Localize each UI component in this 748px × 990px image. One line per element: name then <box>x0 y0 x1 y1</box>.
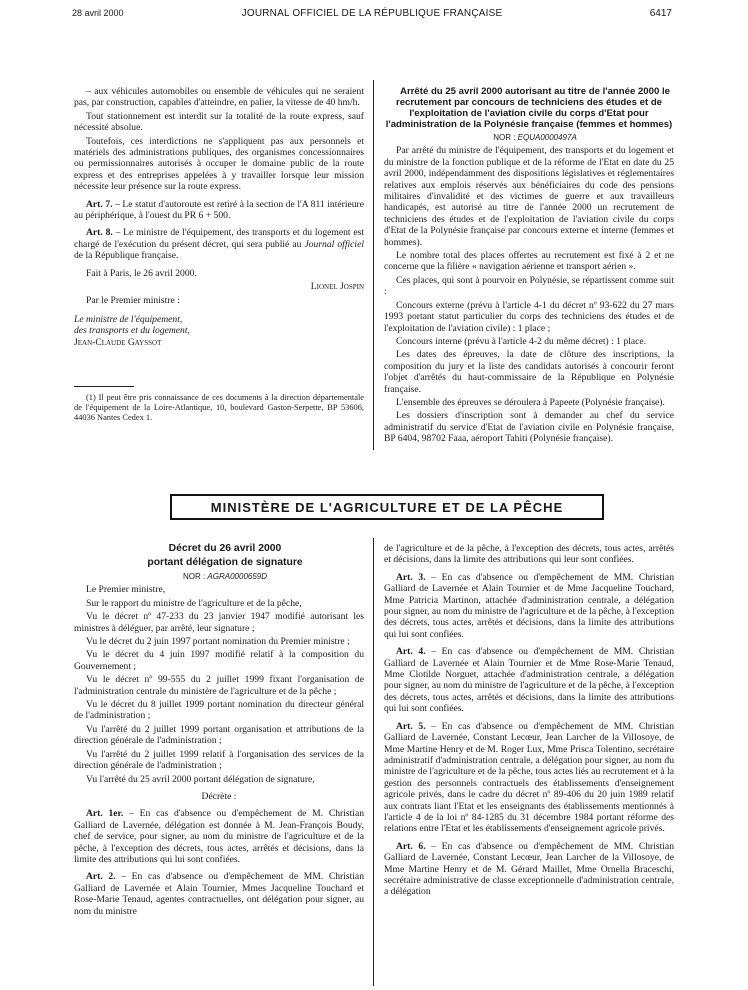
paragraph: Vu le décret nº 99-555 du 2 juillet 1999 fixant l'organisation de l'administration centrale du ministère de l'agriculture et de la pêche ; <box>74 674 364 697</box>
paragraph: Sur le rapport du ministre de l'agriculture et de la pêche, <box>86 597 302 609</box>
minister-title: des transports et du logement, <box>74 325 190 337</box>
nor-code: EQUA0000497A <box>517 133 577 142</box>
header-journal-title: JOURNAL OFFICIEL DE LA RÉPUBLIQUE FRANÇAISE <box>241 8 503 19</box>
article-label: Art. 2. <box>86 871 116 883</box>
article-text: – Le ministre de l'équipement, des transports et du logement est chargé de l'exécution du présent décret, qui sera publié au <box>74 227 365 250</box>
decrete: Décrète : <box>201 790 237 802</box>
paragraph: Concours interne (prévu à l'article 4-2 du même décret) : 1 place. <box>396 335 646 347</box>
nor-reference <box>384 132 674 143</box>
paragraph: Tout stationnement est interdit sur la totalité de la route express, sauf nécessité absolue. <box>74 110 364 134</box>
paragraph: Vu le décret du 2 juin 1997 portant nomination du Premier ministre ; <box>86 636 350 648</box>
paragraph: Ces places, qui sont à pourvoir en Polynésie, se répartissent comme suit : <box>384 274 674 298</box>
minister-signature <box>74 314 364 348</box>
article-4 <box>384 646 674 714</box>
article-label: Art. 5. <box>396 720 426 732</box>
article-label: Art. 7. <box>86 198 113 210</box>
article-label: Art. 6. <box>396 840 426 852</box>
column-top-right <box>384 86 674 447</box>
decree-subtitle: portant délégation de signature <box>147 557 303 568</box>
paragraph: – aux véhicules automobiles ou ensemble de véhicules qui ne seraient pas, par construction, capables d'atteindre, en palier, la vitesse de 40 hm/h. <box>74 86 364 109</box>
article-label: Art. 4. <box>396 646 426 658</box>
article-2 <box>74 871 364 917</box>
done-at: Fait à Paris, le 26 avril 2000. <box>86 267 197 279</box>
paragraph: Vu le décret du 4 juin 1997 modifié relatif à la composition du Gouvernement ; <box>74 649 364 672</box>
article-text: – En cas d'absence ou d'empêchement de MM. Christian Galliard de Lavernée et Alain Tournier et de Mme Jacqueline Touchard, Mme Patricia Martinon, attachée d'administration centrale, a délégation pour signer, au nom du ministre de l'agriculture et de la pêche, à l'exception des décrets, tous actes, arrêtés et décisions, dans la limite des attributions qui lui sont confiées. <box>384 571 674 640</box>
article-7 <box>74 199 364 222</box>
article-text: – En cas d'absence ou d'empêchement de MM. Christian Galliard de Lavernée et Alain Tournier, Mmes Jacqueline Touchard et Rose-Marie Tenaud, agentes contractuelles, ont délégation pour signer, au nom du ministre <box>74 871 364 917</box>
paragraph: Vu le décret du 8 juillet 1999 portant nomination du directeur général de l'administration ; <box>74 699 364 722</box>
nor-label: NOR : <box>493 133 518 142</box>
paragraph: Les dossiers d'inscription sont à demander au chef du service administratif du service d'Etat de l'aviation civile en Polynésie française, BP 6404, 98702 Faaa, aéroport Tahiti (Polynésie française). <box>384 410 674 445</box>
minister-name: Jean-Claude Gayssot <box>74 336 162 348</box>
nor-reference <box>74 571 364 582</box>
paragraph: Les dates des épreuves, la date de clôture des inscriptions, la composition du jury et la liste des candidats autorisés à concourir feront l'objet d'arrêtés du haut-commissaire de la République en Polynésie française. <box>384 349 674 395</box>
paragraph: Vu l'arrêté du 25 avril 2000 portant délégation de signature, <box>86 773 315 785</box>
article-text: – Le statut d'autoroute est retiré à la section de l'A 811 intérieure au périphérique, à l'ouest du PR 6 + 500. <box>74 198 364 222</box>
ministry-banner: MINISTÈRE DE L'AGRICULTURE ET DE LA PÊCHE <box>170 494 604 520</box>
footnote-rule <box>74 386 134 387</box>
article-1 <box>74 808 364 865</box>
header-page-number: 6417 <box>649 8 672 19</box>
article-3 <box>384 572 674 640</box>
paragraph: Vu l'arrêté du 2 juillet 1999 relatif à l'organisation des services de la direction générale de l'administration ; <box>74 748 364 772</box>
article-text: de la République française. <box>74 250 179 262</box>
nor-label: NOR : <box>182 572 208 581</box>
column-bottom-left <box>74 543 364 919</box>
article-label: Art. 8. <box>86 227 113 239</box>
paragraph: Le nombre total des places offertes au recrutement est fixé à 2 et ne concerne que la filière « navigation aérienne et transport aérien ». <box>384 250 674 273</box>
journal-reference: Journal officiel <box>304 238 365 250</box>
article-5 <box>384 721 674 835</box>
column-top-left <box>74 86 364 425</box>
column-divider-bottom <box>373 538 374 986</box>
article-label: Art. 1er. <box>86 808 124 820</box>
paragraph: L'ensemble des épreuves se déroulera à Papeete (Polynésie française). <box>396 396 665 408</box>
article-text: – En cas d'absence ou d'empêchement de MM. Christian Galliard de Lavernée et Alain Tournier et de Mme Rose-Marie Tenaud, Mme Clotilde Norguet, attachée d'administration centrale, a délégation pour signer, au nom du ministre de l'agriculture et de la pêche, à l'exception des décrets, tous actes, arrêtés et décisions, dans la limite des attributions qui lui sont confiées. <box>384 646 674 715</box>
paragraph: Vu l'arrêté du 2 juillet 1999 portant organisation et attributions de la direction générale de l'administration ; <box>74 723 364 747</box>
footnote: (1) Il peut être pris connaissance de ces documents à la direction départementale de l'équipement de la Loire-Atlantique, 10, boulevard Gaston-Serpette, BP 53606, 44036 Nantes Cedex 1. <box>74 393 364 423</box>
paragraph: Concours externe (prévu à l'article 4-1 du décret nº 93-622 du 27 mars 1993 portant statut particulier du corps des techniciens des études et de l'exploitation de l'aviation civile) : 1 place ; <box>384 299 674 334</box>
paragraph: Par arrêté du ministre de l'équipement, des transports et du logement et du ministre de la fonction publique et de la réforme de l'Etat en date du 25 avril 2000, indépendamment des dispositions législatives et réglementaires relatives aux emplois réservés aux bénéficiaires du code des pensions militaires d'invalidité et des victimes de guerre et aux travailleurs handicapés, est autorisé au titre de l'année 2000 un recrutement de techniciens des études et de l'exploitation de l'aviation civile du corps d'Etat de la Polynésie française par concours externe et interne (femmes et hommes). <box>384 145 674 248</box>
article-text: – En cas d'absence ou d'empêchement de M. Christian Galliard de Lavernée, délégation est donnée à M. Jean-François Boudy, chef de service, pour signer, au nom du ministre de l'agriculture et de la pêche, à l'exception des décrets, tous actes, arrêtés et décisions, dans la limite des attributions qui lui sont confiées. <box>74 808 364 865</box>
paragraph: Toutefois, ces interdictions ne s'appliquent pas aux personnels et matériels des administrations publiques, des organismes concessionnaires ou permissionnaires autorisés à occuper le domaine public de la route express et des entreprises appelées à y travailler lorsque leur mission nécessite leur présence sur la route express. <box>74 135 364 193</box>
decree-title: Décret du 26 avril 2000 <box>168 543 282 554</box>
column-bottom-right <box>384 543 674 900</box>
paragraph: Vu le décret nº 47-233 du 23 janvier 1947 modifié autorisant les ministres à déléguer, par arrêté, leur signature ; <box>74 611 364 634</box>
article-text: – En cas d'absence ou d'empêchement de MM. Christian Galliard de Lavernée, Constant Lecœur, Jean Larcher de la Villosoye, de Mme Martine Henry et de M. Roger Lux, Mme Prisca Tolentino, secrétaire administratif d'administration centrale, a délégation pour signer, au nom du ministre de l'agriculture et de la pêche, tous actes liés au recrutement et à la gestion des personnels contractuels des établissements d'enseignement agricole privés, dans le cadre du décret nº 89-406 du 20 juin 1989 relatif aux contrats liant l'Etat et les enseignants des établissements mentionnés à l'article 4 de la loi nº 84-1285 du 31 décembre 1984 portant réforme des relations entre l'Etat et les établissements d'enseignement agricole privés. <box>384 720 674 835</box>
minister-title: Le ministre de l'équipement, <box>74 313 183 325</box>
arrete-title: Arrêté du 25 avril 2000 autorisant au titre de l'année 2000 le recrutement par concours de techniciens des études et de l'exploitation de l'aviation civile du corps d'Etat pour l'administration de la Polynésie française (femmes et hommes) <box>385 86 673 130</box>
article-6 <box>384 841 674 898</box>
by-prime-minister: Par le Premier ministre : <box>86 294 180 306</box>
paragraph: Le Premier ministre, <box>86 584 166 596</box>
article-label: Art. 3. <box>396 571 426 583</box>
column-divider-top <box>373 80 374 450</box>
header-date: 28 avril 2000 <box>72 8 124 18</box>
nor-code: AGRA0000659D <box>207 572 268 581</box>
paragraph: de l'agriculture et de la pêche, à l'exception des décrets, tous actes, arrêtés et décisions, dans la limite des attributions qui leur sont confiées. <box>384 543 674 566</box>
article-8 <box>74 227 364 261</box>
signatory-name: Lionel Jospin <box>310 281 364 293</box>
page-header <box>72 8 672 28</box>
article-text: – En cas d'absence ou d'empêchement de MM. Christian Galliard de Lavernée, Constant Lecœur, Jean Larcher de la Villosoye, de Mme Martine Henry et de M. Gérard Maillet, Mme Ornella Braceschi, secrétaire administrative de classe exceptionnelle d'administration centrale, a délégation <box>384 840 674 898</box>
